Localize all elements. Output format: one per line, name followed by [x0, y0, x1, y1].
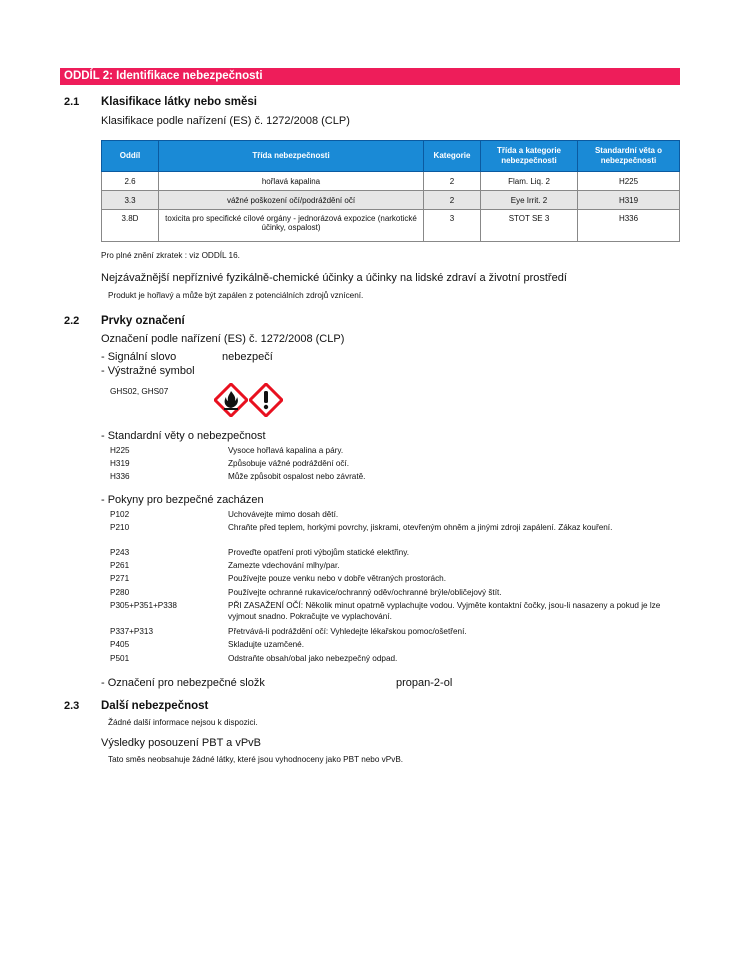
hazardous-components-value: propan-2-ol: [396, 677, 453, 689]
table-row: [102, 210, 680, 242]
pbt-text: Tato směs neobsahuje žádné látky, které jsou vyhodnoceny jako PBT nebo vPvB.: [108, 755, 404, 764]
h-statement-text: Způsobuje vážné podráždění očí.: [228, 459, 350, 468]
p-statement-code: P102: [110, 510, 130, 519]
p-statement-code: P243: [110, 548, 130, 557]
p-statement-text: Používejte pouze venku nebo v dobře větraných prostorách.: [228, 574, 447, 583]
table-cell: Eye Irrit. 2: [481, 191, 578, 210]
p-statement-code: P210: [110, 523, 130, 532]
h-statement-code: H336: [110, 472, 130, 481]
section-number-2-3: 2.3: [64, 700, 80, 712]
pictogram-label: - Výstražné symbol: [101, 365, 195, 377]
table-row: [102, 191, 680, 210]
section-number-2-1: 2.1: [64, 96, 80, 108]
p-statement-text: Proveďte opatření proti výbojům statické elektřiny.: [228, 548, 409, 557]
table-cell: 3.8D: [102, 210, 159, 242]
table-cell: H336: [578, 210, 680, 242]
signal-word-label: - Signální slovo: [101, 351, 177, 363]
hazard-statements-label: - Standardní věty o nebezpečnost: [101, 430, 266, 442]
subheading-clp-classification: Klasifikace podle nařízení (ES) č. 1272/2008 (CLP): [101, 115, 350, 127]
effects-heading: Nejzávažnější nepříznivé fyzikálně-chemické účinky a účinky na lidské zdraví a životní prostředí: [101, 272, 567, 284]
p-statement-code: P271: [110, 574, 130, 583]
h-statement-text: Může způsobit ospalost nebo závratě.: [228, 472, 366, 481]
pbt-heading: Výsledky posouzení PBT a vPvB: [101, 737, 261, 749]
h-statement-code: H225: [110, 446, 130, 455]
table-cell: toxicita pro specifické cílové orgány - jednorázová expozice (narkotické účinky, ospalost): [159, 210, 424, 242]
hazardous-components-label: - Označení pro nebezpečné složk: [101, 677, 265, 689]
section-number-2-2: 2.2: [64, 315, 80, 327]
table-cell: 2.6: [102, 172, 159, 191]
table-cell: Flam. Liq. 2: [481, 172, 578, 191]
p-statement-text: Odstraňte obsah/obal jako nebezpečný odpad.: [228, 654, 398, 663]
table-cell: H225: [578, 172, 680, 191]
flame-icon: [214, 383, 248, 417]
p-statement-text: Chraňte před teplem, horkými povrchy, jiskrami, otevřeným ohněm a jinými zdroji zapálení. Zákaz kouření.: [228, 523, 613, 532]
p-statement-text: Zamezte vdechování mlhy/par.: [228, 561, 340, 570]
col-header-section: Oddíl: [102, 141, 159, 172]
heading-label-elements: Prvky označení: [101, 315, 185, 327]
p-statement-code: P337+P313: [110, 627, 154, 636]
h-statement-code: H319: [110, 459, 130, 468]
col-header-class-category: Třída a kategorie nebezpečnosti: [481, 141, 578, 172]
pictogram-codes: GHS02, GHS07: [110, 387, 169, 396]
p-statement-text: Uchovávejte mimo dosah dětí.: [228, 510, 339, 519]
col-header-hazard-class: Třída nebezpečnosti: [159, 141, 424, 172]
hazard-classification-table: [101, 140, 680, 242]
h-statement-text: Vysoce hořlavá kapalina a páry.: [228, 446, 344, 455]
table-row: [102, 172, 680, 191]
table-cell: STOT SE 3: [481, 210, 578, 242]
subheading-clp-labelling: Označení podle nařízení (ES) č. 1272/2008 (CLP): [101, 333, 345, 345]
p-statement-text: Přetrvává-li podráždění očí: Vyhledejte lékařskou pomoc/ošetření.: [228, 627, 467, 636]
abbreviations-note: Pro plné znění zkratek : viz ODDÍL 16.: [101, 251, 240, 260]
effects-text: Produkt je hořlavý a může být zapálen z potenciálních zdrojů vznícení.: [108, 291, 364, 300]
p-statement-text: Skladujte uzamčené.: [228, 640, 305, 649]
p-statement-code: P280: [110, 588, 130, 597]
table-cell: 3: [424, 210, 481, 242]
p-statement-code: P405: [110, 640, 130, 649]
section-title-bar: ODDÍL 2: Identifikace nebezpečnosti: [60, 68, 680, 85]
p-statement-text: Používejte ochranné rukavice/ochranný oděv/ochranné brýle/obličejový štít.: [228, 588, 502, 597]
table-header-row: [102, 141, 680, 172]
table-cell: hořlavá kapalina: [159, 172, 424, 191]
heading-classification: Klasifikace látky nebo směsi: [101, 96, 257, 108]
table-cell: vážné poškození očí/podráždění očí: [159, 191, 424, 210]
table-cell: 2: [424, 172, 481, 191]
p-statement-text: PŘI ZASAŽENÍ OČÍ: Několik minut opatrně vyplachujte vodou. Vyjměte kontaktní čočky, jsou-li nasazeny a pokud je lze vyjmout snadno. Pokračujte ve vyplachování.: [228, 601, 661, 621]
table-cell: 2: [424, 191, 481, 210]
table-cell: H319: [578, 191, 680, 210]
p-statement-code: P261: [110, 561, 130, 570]
col-header-hazard-statement: Standardní věta o nebezpečnosti: [578, 141, 680, 172]
table-cell: 3.3: [102, 191, 159, 210]
exclamation-icon: [249, 383, 283, 417]
signal-word-value: nebezpečí: [222, 351, 273, 363]
other-hazards-text: Žádné další informace nejsou k dispozici.: [108, 718, 258, 727]
p-statement-code: P305+P351+P338: [110, 601, 177, 610]
col-header-category: Kategorie: [424, 141, 481, 172]
heading-other-hazards: Další nebezpečnost: [101, 700, 209, 712]
precautionary-statements-label: - Pokyny pro bezpečné zacházen: [101, 494, 264, 506]
p-statement-code: P501: [110, 654, 130, 663]
